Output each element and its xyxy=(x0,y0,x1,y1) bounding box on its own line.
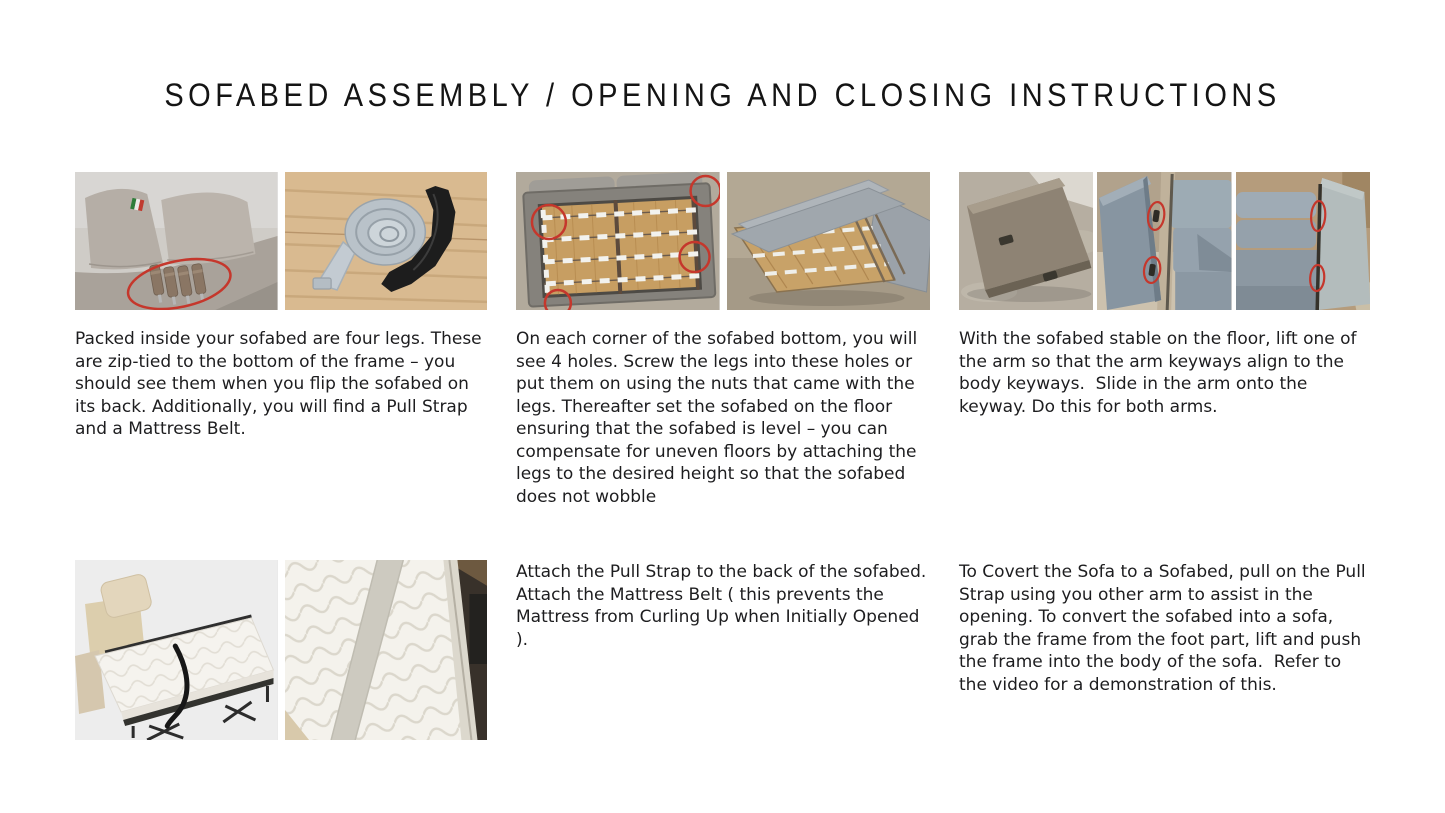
sofabed-folded-photo-art xyxy=(727,172,931,310)
mattress-closeup-photo-art xyxy=(285,560,488,740)
belt-strap-photo-art xyxy=(285,172,488,310)
step-attach-legs-text: On each corner of the sofabed bottom, you will see 4 holes. Screw the legs into these holes or put them on using the nuts that came with the legs. Thereafter set the sofabed on the floor ensuring that the sofabed is level – you can compensate for uneven floors by attaching the legs to the desired height so that the sofabed does not wobble xyxy=(516,329,923,507)
sofabed-bottom-photo-art xyxy=(516,172,720,310)
photo-arm-panel-with-keyways xyxy=(959,172,1093,310)
photo-arm-aligned-to-body-circled xyxy=(1097,172,1231,310)
arm-attached-photo-art xyxy=(1236,172,1370,310)
step-legs-text: Packed inside your sofabed are four legs. These are zip-tied to the bottom of the frame – you should see them when you flip the sofabed on its back. Additionally, you will find a Pull Strap and a Mattress Belt. xyxy=(75,329,488,439)
step-straps-text: Attach the Pull Strap to the back of the sofabed. Attach the Mattress Belt ( this prevents the Mattress from Curling Up when Initially Opened ). xyxy=(516,562,932,650)
step-attach-legs-photos xyxy=(516,172,930,310)
step-convert-text: To Covert the Sofa to a Sofabed, pull on the Pull Strap using you other arm to assist in the opening. To convert the sofabed into a sofa, grab the frame from the foot part, lift and push the frame into the body of the sofa. Refer to the video for a demonstration of this. xyxy=(959,562,1372,695)
page-title: SOFABED ASSEMBLY / OPENING AND CLOSING INSTRUCTIONS xyxy=(164,78,1281,114)
sofabed-opened-photo-art xyxy=(75,560,278,740)
photo-mattress-belt-closeup xyxy=(285,560,488,740)
step-legs-photos xyxy=(75,172,487,310)
photo-sofa-legs-ziptied-circled xyxy=(75,172,278,310)
step-arms-cell xyxy=(959,172,1370,418)
arm-align-photo-art xyxy=(1097,172,1231,310)
step-convert-cell xyxy=(959,561,1370,696)
step-arms-text: With the sofabed stable on the floor, lift one of the arm so that the arm keyways align to the body keyways. Slide in the arm onto the keyway. Do this for both arms. xyxy=(959,329,1362,417)
photo-arm-attached-circled xyxy=(1236,172,1370,310)
photo-sofabed-folded-on-side xyxy=(727,172,931,310)
photo-mattress-belt-and-pull-strap xyxy=(285,172,488,310)
photo-sofabed-bottom-corners-circled xyxy=(516,172,720,310)
step-straps-photos-cell xyxy=(75,560,487,740)
step-attach-legs-cell xyxy=(516,172,930,508)
step-straps-photos xyxy=(75,560,487,740)
step-straps-text-cell xyxy=(516,561,930,651)
photo-sofabed-opened-with-pull-strap xyxy=(75,560,278,740)
step-legs-cell xyxy=(75,172,487,441)
sofa-legs-photo-art xyxy=(75,172,278,310)
arm-panel-photo-art xyxy=(959,172,1093,310)
step-arms-photos xyxy=(959,172,1370,310)
